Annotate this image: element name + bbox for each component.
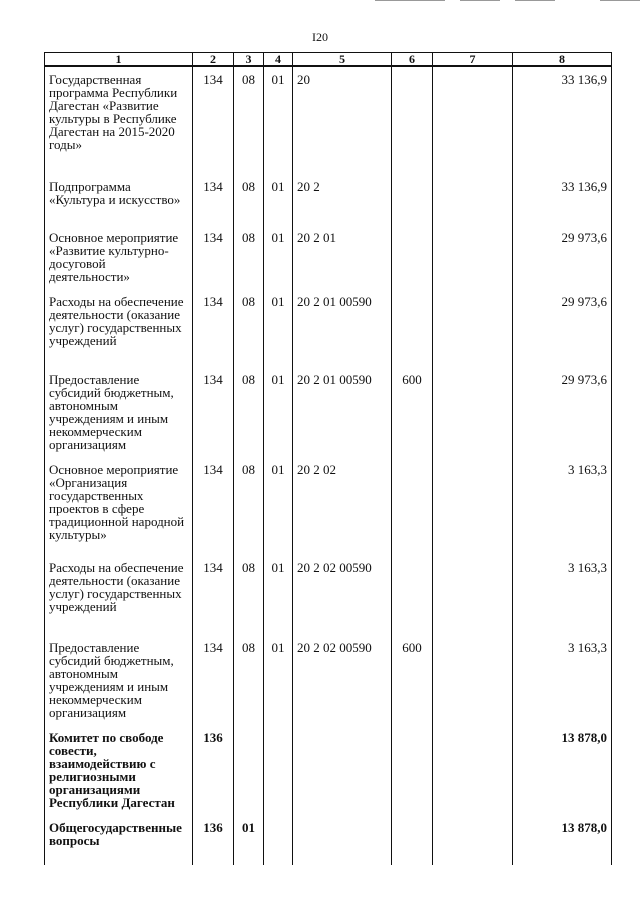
subsection-cell — [264, 725, 293, 815]
column-header: 2 — [193, 53, 234, 67]
section-cell: 08 — [234, 225, 264, 289]
column-7-cell — [433, 725, 513, 815]
amount-cell: 3 163,3 — [513, 457, 612, 555]
admin-code-cell: 134 — [193, 66, 234, 174]
row-name-cell: Государственная программа Республики Дагестан «Развитие культуры в Республике Дагестан на 2015-2020 годы» — [45, 66, 193, 174]
target-article-cell: 20 2 01 00590 — [293, 289, 392, 367]
column-header: 5 — [293, 53, 392, 67]
target-article-cell: 20 2 01 00590 — [293, 367, 392, 457]
amount-cell: 3 163,3 — [513, 635, 612, 725]
row-name-cell: Основное мероприятие «Организация государственных проектов в сфере традиционной народной культуры» — [45, 457, 193, 555]
column-header: 1 — [45, 53, 193, 67]
subsection-cell — [264, 815, 293, 865]
table-row — [45, 66, 612, 174]
header-row — [45, 53, 612, 67]
column-7-cell — [433, 457, 513, 555]
admin-code-cell: 136 — [193, 725, 234, 815]
section-cell: 08 — [234, 635, 264, 725]
admin-code-cell: 134 — [193, 289, 234, 367]
column-header: 7 — [433, 53, 513, 67]
column-7-cell — [433, 174, 513, 225]
budget-table — [44, 52, 612, 865]
amount-cell: 13 878,0 — [513, 815, 612, 865]
section-cell: 08 — [234, 457, 264, 555]
row-name-cell: Комитет по свободе совести, взаимодействию с религиозными организациями Республики Дагестан — [45, 725, 193, 815]
table-row — [45, 635, 612, 725]
section-cell — [234, 725, 264, 815]
column-header: 4 — [264, 53, 293, 67]
column-7-cell — [433, 635, 513, 725]
row-name-cell: Расходы на обеспечение деятельности (оказание услуг) государственных учреждений — [45, 289, 193, 367]
table-row — [45, 815, 612, 865]
column-header: 6 — [392, 53, 433, 67]
amount-cell: 29 973,6 — [513, 225, 612, 289]
target-article-cell: 20 2 01 — [293, 225, 392, 289]
subsection-cell: 01 — [264, 225, 293, 289]
column-7-cell — [433, 66, 513, 174]
table-row — [45, 555, 612, 635]
column-header: 3 — [234, 53, 264, 67]
admin-code-cell: 134 — [193, 635, 234, 725]
amount-cell: 3 163,3 — [513, 555, 612, 635]
scan-edge-mark — [600, 0, 640, 1]
column-header: 8 — [513, 53, 612, 67]
subsection-cell: 01 — [264, 289, 293, 367]
amount-cell: 33 136,9 — [513, 174, 612, 225]
row-name-cell: Предоставление субсидий бюджетным, автономным учреждениям и иным некоммерческим организациям — [45, 635, 193, 725]
admin-code-cell: 134 — [193, 225, 234, 289]
admin-code-cell: 134 — [193, 174, 234, 225]
target-article-cell: 20 — [293, 66, 392, 174]
section-cell: 08 — [234, 289, 264, 367]
admin-code-cell: 134 — [193, 457, 234, 555]
amount-cell: 29 973,6 — [513, 367, 612, 457]
subsection-cell: 01 — [264, 457, 293, 555]
row-name-cell: Расходы на обеспечение деятельности (оказание услуг) государственных учреждений — [45, 555, 193, 635]
table-row — [45, 367, 612, 457]
scan-edge-mark — [515, 0, 555, 1]
target-article-cell: 20 2 02 — [293, 457, 392, 555]
target-article-cell — [293, 815, 392, 865]
row-name-cell: Подпрограмма «Культура и искусство» — [45, 174, 193, 225]
table-row — [45, 457, 612, 555]
section-cell: 08 — [234, 555, 264, 635]
amount-cell: 33 136,9 — [513, 66, 612, 174]
amount-cell: 13 878,0 — [513, 725, 612, 815]
table-row — [45, 289, 612, 367]
admin-code-cell: 134 — [193, 555, 234, 635]
subsection-cell: 01 — [264, 367, 293, 457]
admin-code-cell: 136 — [193, 815, 234, 865]
row-name-cell: Предоставление субсидий бюджетным, автономным учреждениям и иным некоммерческим организациям — [45, 367, 193, 457]
table-row — [45, 225, 612, 289]
section-cell: 08 — [234, 66, 264, 174]
expense-type-cell — [392, 457, 433, 555]
page-number: I20 — [312, 30, 328, 44]
column-7-cell — [433, 367, 513, 457]
subsection-cell: 01 — [264, 66, 293, 174]
row-name-cell: Основное мероприятие «Развитие культурно-досуговой деятельности» — [45, 225, 193, 289]
column-7-cell — [433, 815, 513, 865]
target-article-cell: 20 2 — [293, 174, 392, 225]
target-article-cell: 20 2 02 00590 — [293, 555, 392, 635]
expense-type-cell — [392, 725, 433, 815]
column-7-cell — [433, 225, 513, 289]
column-7-cell — [433, 289, 513, 367]
section-cell: 01 — [234, 815, 264, 865]
expense-type-cell: 600 — [392, 635, 433, 725]
section-cell: 08 — [234, 174, 264, 225]
admin-code-cell: 134 — [193, 367, 234, 457]
scan-edge-mark — [460, 0, 500, 1]
target-article-cell: 20 2 02 00590 — [293, 635, 392, 725]
target-article-cell — [293, 725, 392, 815]
expense-type-cell — [392, 66, 433, 174]
row-name-cell: Общегосударственные вопросы — [45, 815, 193, 865]
section-cell: 08 — [234, 367, 264, 457]
table-row — [45, 174, 612, 225]
expense-type-cell — [392, 174, 433, 225]
column-7-cell — [433, 555, 513, 635]
expense-type-cell — [392, 225, 433, 289]
expense-type-cell — [392, 289, 433, 367]
expense-type-cell — [392, 815, 433, 865]
expense-type-cell — [392, 555, 433, 635]
table-row — [45, 725, 612, 815]
subsection-cell: 01 — [264, 174, 293, 225]
expense-type-cell: 600 — [392, 367, 433, 457]
subsection-cell: 01 — [264, 555, 293, 635]
scan-edge-mark — [375, 0, 445, 1]
table-body — [45, 66, 612, 865]
amount-cell: 29 973,6 — [513, 289, 612, 367]
subsection-cell: 01 — [264, 635, 293, 725]
